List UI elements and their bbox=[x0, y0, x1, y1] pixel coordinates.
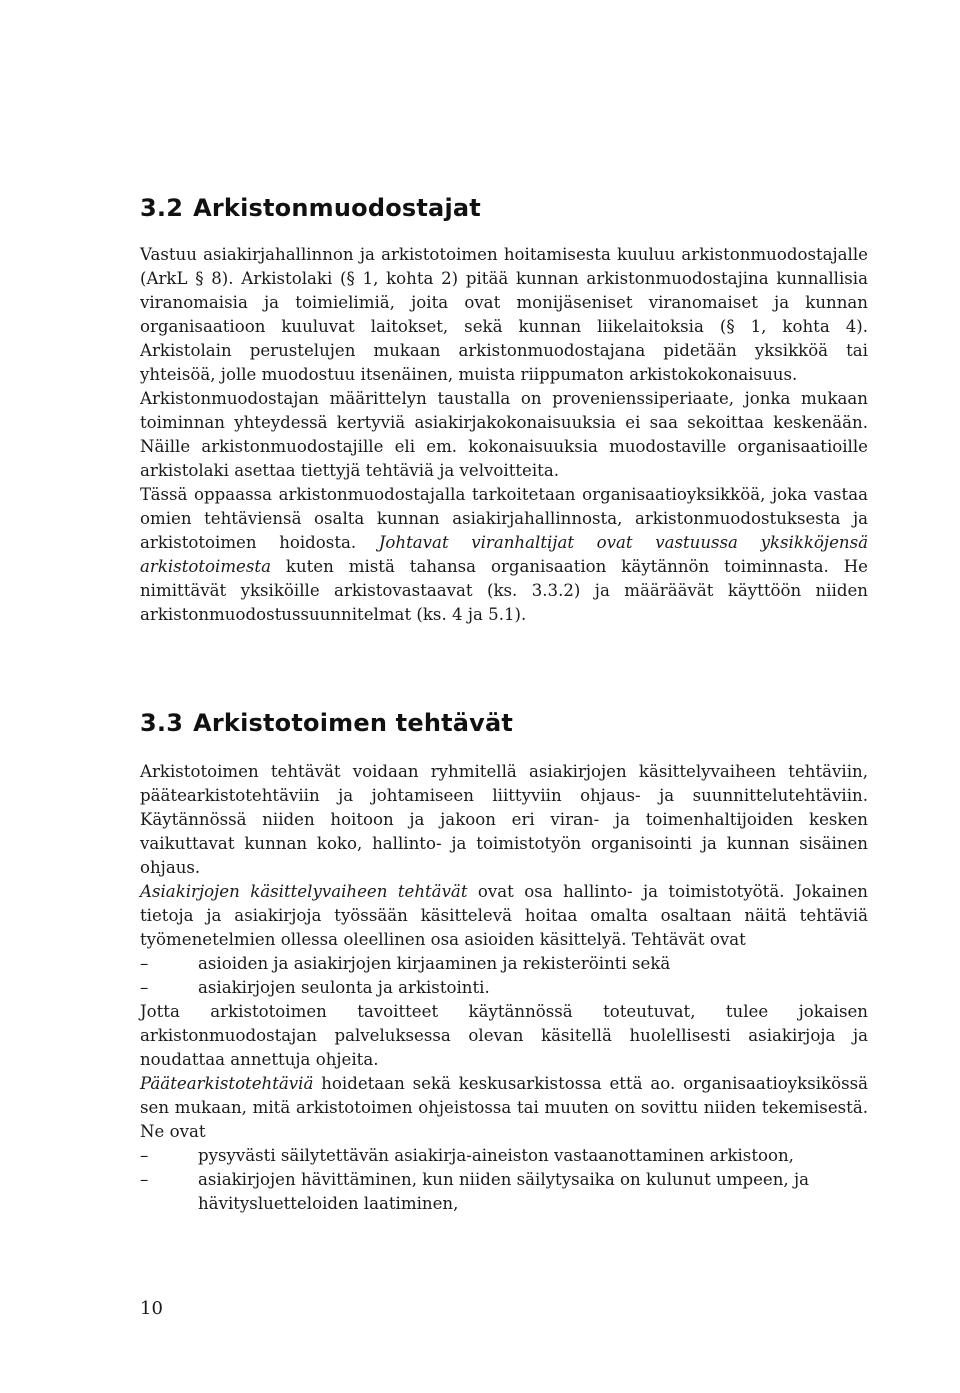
page-number: 10 bbox=[140, 1298, 163, 1319]
section-title: Arkistonmuodostajat bbox=[193, 194, 481, 222]
list-item bbox=[140, 952, 868, 976]
paragraph-text: hoidetaan sekä keskusarkistossa että ao. organisaatioyksikössä sen mukaan, mitä arkistotoimen ohjeistossa tai muuten on sovittu niiden tekemisestä. Ne ovat bbox=[140, 1074, 868, 1141]
paragraph: Arkistotoimen tehtävät voidaan ryhmitellä asiakirjojen käsittelyvaiheen tehtäviin, päätearkistotehtäviin ja johtamiseen liittyviin ohjaus- ja suunnittelutehtäviin. Käytännössä niiden hoitoon ja jakoon eri viran- ja toimenhaltijoiden kesken vaikuttavat kunnan koko, hallinto- ja toimistotyön organisointi ja kunnan sisäinen ohjaus. bbox=[140, 762, 868, 877]
paragraph bbox=[140, 483, 868, 627]
section-number: 3.2 bbox=[140, 194, 184, 222]
dash-bullet: – bbox=[140, 954, 149, 973]
processing-task-list bbox=[140, 952, 868, 1000]
paragraph: Vastuu asiakirjahallinnon ja arkistotoimen hoitamisesta kuuluu arkistonmuodostajalle (ArkL § 8). Arkistolaki (§ 1, kohta 2) pitää kunnan arkistonmuodostajina kunnallisia viranomaisia ja toimielimiä, joita ovat monijäseniset viranomaiset ja kunnan organisaatioon kuuluvat laitokset, sekä kunnan liikelaitoksia (§ 1, kohta 4). Arkistolain perustelujen mukaan arkistonmuodostajana pidetään yksikköä tai yhteisöä, jolle muodostuu itsenäinen, muista riippumaton arkistokokonaisuus. bbox=[140, 245, 868, 384]
paragraph-text: ovat osa hallinto- ja toimistotyötä. Jokainen tietoja ja asiakirjoja työssään käsittelevä hoitaa omalta osaltaan näitä tehtäviä työmenetelmien ollessa oleellinen osa asioiden käsittelyä. Tehtävät ovat bbox=[140, 882, 868, 949]
section-body-3-3 bbox=[140, 760, 868, 1216]
paragraph bbox=[140, 880, 868, 952]
emphasized-text: Päätearkistotehtäviä bbox=[140, 1074, 314, 1093]
paragraph bbox=[140, 1072, 868, 1144]
list-item-text: asiakirjojen hävittäminen, kun niiden säilytysaika on kulunut umpeen, ja hävitysluetteloiden laatiminen, bbox=[198, 1170, 809, 1213]
final-archive-task-list bbox=[140, 1144, 868, 1216]
section-heading-3-3 bbox=[140, 709, 513, 737]
list-item bbox=[140, 1144, 868, 1168]
section-title: Arkistotoimen tehtävät bbox=[193, 709, 514, 737]
list-item-text: asioiden ja asiakirjojen kirjaaminen ja rekisteröinti sekä bbox=[198, 954, 671, 973]
paragraph: Arkistonmuodostajan määrittelyn taustalla on provenienssiperiaate, jonka mukaan toiminnan yhteydessä kertyviä asiakirjakokonaisuuksia ei saa sekoittaa keskenään. Näille arkistonmuodostajille eli em. kokonaisuuksia muodostaville organisaatioille arkistolaki asettaa tiettyjä tehtäviä ja velvoitteita. bbox=[140, 389, 868, 480]
list-item-text: asiakirjojen seulonta ja arkistointi. bbox=[198, 978, 490, 997]
paragraph-text: kuten mistä tahansa organisaation käytännön toiminnasta. He nimittävät yksiköille arkistovastaavat (ks. 3.3.2) ja määräävät käyttöön niiden arkistonmuodostussuunnitelmat (ks. 4 ja 5.1). bbox=[140, 557, 868, 624]
list-item bbox=[140, 1168, 868, 1216]
dash-bullet: – bbox=[140, 1170, 149, 1189]
section-heading-3-2 bbox=[140, 194, 481, 222]
emphasized-text: Johtavat viranhaltijat ovat vastuussa yksikköjensä arkistotoimesta bbox=[140, 533, 868, 576]
section-number: 3.3 bbox=[140, 709, 184, 737]
list-item-text: pysyvästi säilytettävän asiakirja-aineiston vastaanottaminen arkistoon, bbox=[198, 1146, 794, 1165]
dash-bullet: – bbox=[140, 1146, 149, 1165]
paragraph-text: Tässä oppaassa arkistonmuodostajalla tarkoitetaan organisaatioyksikköä, joka vastaa omien tehtäviensä osalta kunnan asiakirjahallinnosta, arkistonmuodostuksesta ja arkistotoimen hoidosta. bbox=[140, 485, 868, 552]
paragraph: Jotta arkistotoimen tavoitteet käytännössä toteutuvat, tulee jokaisen arkistonmuodostajan palveluksessa olevan käsitellä huolellisesti asiakirjoja ja noudattaa annettuja ohjeita. bbox=[140, 1002, 868, 1069]
emphasized-text: Asiakirjojen käsittelyvaiheen tehtävät bbox=[140, 882, 468, 901]
section-body-3-2 bbox=[140, 243, 868, 627]
list-item bbox=[140, 976, 868, 1000]
dash-bullet: – bbox=[140, 978, 149, 997]
